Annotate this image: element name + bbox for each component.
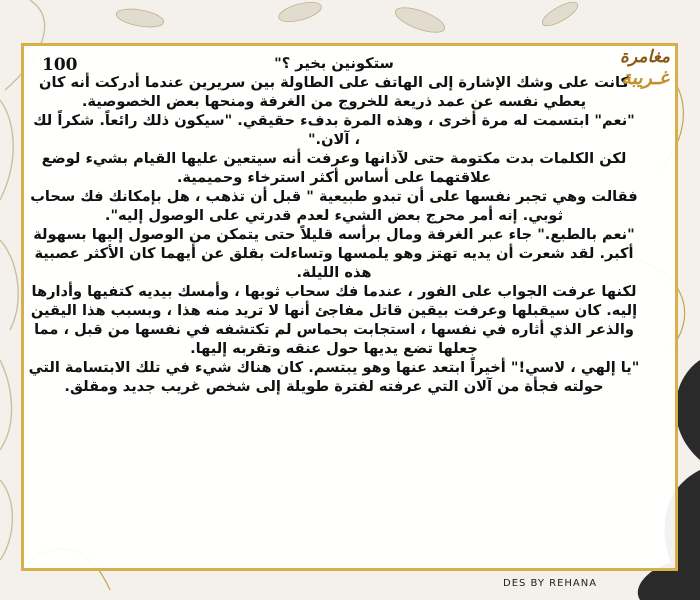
paragraph: "يا إلهي ، لاسي!" أخيراً ابتعد عنها وهو يبتسم. كان هناك شيء في تلك الابتسامة التي حولته فجأة من آلان التي عرفته لفترة طويلة إلى شخص غريب جديد ومقلق. — [28, 359, 640, 395]
page-number: 100 — [42, 55, 78, 75]
leaf-decoration-top — [115, 0, 581, 37]
paragraph: فقالت وهي تجبر نفسها على أن تبدو طبيعية " قبل أن تذهب ، هل بإمكانك فك سحاب ثوبي. إنه أمر محرج بعض الشيء لعدم قدرتي على الوصول إليه". — [30, 188, 638, 224]
paragraph: لكن الكلمات بدت مكتومة حتى لآذانها وعرفت أنه سيتعين عليها القيام بشيء لوضع علاقتهما على أساس أكثر استرخاء وحميمية. — [41, 150, 627, 186]
paragraph: كانت على وشك الإشارة إلى الهاتف على الطاولة بين سريرين عندما أدركت أنه كان يعطي نفسه عن عمد ذريعة للخروج من الغرفة ومنحها بعض الخصوصية. — [39, 74, 629, 110]
paragraph: "نعم بالطبع." جاء عبر الغرفة ومال برأسه قليلاً حتى يتمكن من الوصول إليها بسهولة أكبر. لقد شعرت أن يديه تهتز وهو يلمسها وتساءلت بقلق عن أيهما كان الأكثر عصبية هذه الليلة. — [33, 226, 635, 281]
logo — [612, 47, 678, 89]
logo-line2: غـريبة — [621, 67, 669, 89]
logo-line1: مغامرة — [620, 47, 670, 67]
paragraph: لكنها عرفت الجواب على الفور ، عندما فك سحاب ثوبها ، وأمسك بيديه كتفيها وأدارها إليه. كان سيقبلها وعرفت بيقين قاتل مفاجئ أنها لا تريد منه هذا ، وبسبب هذا اليقين والذعر الذي أثاره في نفسها ، استجابت بحماس لم تكتشفه في نفسها من قبل ، مما جعلها تضع يديها حول عنقه وتقربه إليها. — [30, 283, 638, 357]
designer-credit: DES BY REHANA — [503, 578, 598, 589]
paragraph: ستكونين بخير ؟" — [274, 55, 394, 72]
paragraph: "نعم" ابتسمت له مرة أخرى ، وهذه المرة بدفء حقيقي. "سيكون ذلك رائعاً. شكراً لك ، آلان." — [33, 112, 635, 148]
story-text — [28, 54, 640, 396]
